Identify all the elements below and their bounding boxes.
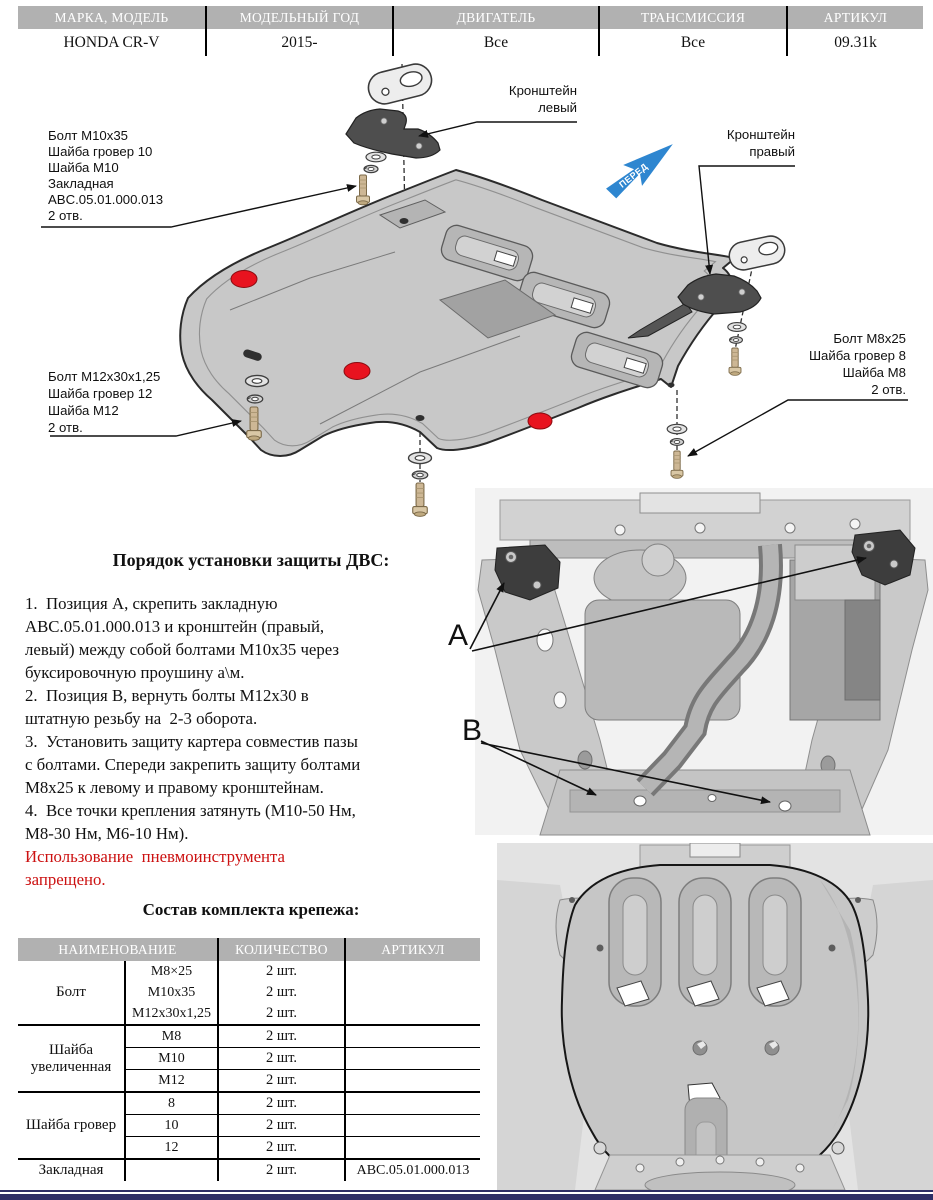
spec-table	[18, 6, 923, 56]
spec-header: МАРКА, МОДЕЛЬ	[18, 6, 205, 29]
spec-col-year	[207, 6, 394, 56]
spec-col-transmission	[600, 6, 788, 56]
callout-line: Болт М8х25	[833, 331, 906, 346]
part-size: М12	[125, 1070, 218, 1093]
direction-arrow-label: ПЕРЕД	[617, 161, 650, 190]
skid-plate-drawing	[180, 170, 735, 456]
callout-line: Шайба гровер 10	[48, 144, 153, 159]
callout-line: Болт М12х30х1,25	[48, 369, 161, 384]
part-size: М8	[125, 1025, 218, 1048]
callout-line: 2 отв.	[48, 420, 83, 435]
part-size: М10х35	[125, 982, 218, 1003]
part-group-name: Болт	[18, 961, 125, 1025]
part-article	[345, 1025, 480, 1048]
spec-col-brand	[18, 6, 207, 56]
part-size: М8×25	[125, 961, 218, 982]
footer-band	[0, 1194, 933, 1200]
spec-value: Все	[680, 33, 706, 51]
installed-bracket-left	[495, 545, 560, 600]
parts-header-qty: КОЛИЧЕСТВО	[218, 938, 345, 961]
callout-line: Шайба гровер 8	[808, 348, 906, 363]
photo-installed-guard	[497, 843, 933, 1190]
spec-col-engine	[394, 6, 600, 56]
part-group-name: Шайба увеличенная	[18, 1025, 125, 1092]
part-qty: 2 шт.	[218, 982, 345, 1003]
part-qty: 2 шт.	[218, 1137, 345, 1160]
warning-line: запрещено.	[25, 870, 106, 889]
spec-header: ДВИГАТЕЛЬ	[394, 6, 598, 29]
bracket-left-drawing	[346, 109, 440, 158]
parts-table-row	[18, 1092, 480, 1115]
part-article	[345, 961, 480, 982]
part-article	[345, 1092, 480, 1115]
part-article	[345, 1137, 480, 1160]
parts-table-row	[18, 961, 480, 982]
callout-line: Болт М10х35	[48, 128, 129, 143]
part-size	[125, 1159, 218, 1181]
photo-label-a: А	[448, 619, 469, 652]
tow-eye-plate-left	[365, 61, 435, 108]
callout-line: Кронштейн	[508, 83, 577, 98]
callout-bracket-left	[509, 83, 577, 115]
instruction-line: левый) между собой болтами М10х35 через	[25, 640, 340, 659]
warning-line: Использование пневмоинструмента	[25, 847, 285, 866]
callout-line: Закладная	[48, 176, 114, 191]
part-article	[345, 1115, 480, 1137]
spec-value: 2015-	[281, 33, 318, 51]
installation-instructions	[25, 550, 477, 920]
callout-line: Шайба гровер 12	[48, 386, 153, 401]
instruction-line: буксировочную проушину а\м.	[25, 663, 245, 682]
part-qty: 2 шт.	[218, 1048, 345, 1070]
instruction-line: ABC.05.01.000.013 и кронштейн (правый,	[25, 617, 325, 636]
plate-ribs	[609, 878, 801, 1006]
parts-table-row	[18, 1025, 480, 1048]
callout-line: правый	[749, 144, 795, 159]
parts-header-article: АРТИКУЛ	[345, 938, 480, 961]
instruction-line: М8-30 Нм, М6-10 Нм).	[25, 824, 189, 843]
spec-value: 09.31k	[834, 33, 877, 51]
spec-header: АРТИКУЛ	[788, 6, 923, 29]
callout-line: ABC.05.01.000.013	[48, 192, 164, 207]
part-qty: 2 шт.	[218, 1025, 345, 1048]
instruction-line: М8х25 к левому и правому кронштейнам.	[25, 778, 324, 797]
callout-line: Кронштейн	[726, 127, 795, 142]
callout-line: Шайба М8	[842, 365, 906, 380]
callout-line: Шайба М12	[48, 403, 119, 418]
exploded-diagram	[0, 58, 933, 536]
part-group-name: Шайба гровер	[18, 1092, 125, 1159]
spec-col-article	[788, 6, 923, 56]
photo-label-b: В	[462, 714, 483, 747]
parts-table-row	[18, 1159, 480, 1181]
part-size: 12	[125, 1137, 218, 1160]
tow-eye-plate-right	[727, 233, 788, 272]
instructions-title: Порядок установки защиты ДВС:	[112, 550, 390, 570]
part-qty: 2 шт.	[218, 961, 345, 982]
footer-rule	[0, 1190, 933, 1192]
direction-arrow	[601, 133, 681, 204]
callout-m12	[48, 369, 160, 435]
callout-m8	[809, 331, 906, 397]
photo-engine-bay	[440, 485, 933, 837]
instruction-line: 1. Позиция А, скрепить закладную	[25, 594, 278, 613]
part-qty: 2 шт.	[218, 1115, 345, 1137]
part-group-name: Закладная	[18, 1159, 125, 1181]
spec-value: Все	[483, 33, 509, 51]
part-article	[345, 1070, 480, 1093]
part-article: ABC.05.01.000.013	[345, 1159, 480, 1181]
callout-line: Шайба М10	[48, 160, 119, 175]
parts-header-name: НАИМЕНОВАНИЕ	[18, 938, 218, 961]
instruction-line: 3. Установить защиту картера совместив пазы	[25, 732, 358, 751]
instruction-line: 4. Все точки крепления затянуть (М10-50 Нм,	[25, 801, 356, 820]
part-qty: 2 шт.	[218, 1092, 345, 1115]
part-qty: 2 шт.	[218, 1159, 345, 1181]
instruction-line: штатную резьбу на 2-3 оборота.	[25, 709, 258, 728]
callout-line: левый	[538, 100, 577, 115]
part-qty: 2 шт.	[218, 1003, 345, 1025]
callout-line: 2 отв.	[871, 382, 906, 397]
spec-value: HONDA CR-V	[63, 33, 160, 51]
instruction-line: с болтами. Спереди закрепить защиту болтами	[25, 755, 361, 774]
kit-title: Состав комплекта крепежа:	[142, 900, 360, 919]
part-size: М12х30х1,25	[125, 1003, 218, 1025]
callout-m10	[48, 128, 163, 223]
part-article	[345, 1048, 480, 1070]
callout-bracket-right	[727, 127, 795, 159]
spec-header: МОДЕЛЬНЫЙ ГОД	[207, 6, 392, 29]
part-size: М10	[125, 1048, 218, 1070]
part-article	[345, 982, 480, 1003]
spec-header: ТРАНСМИССИЯ	[600, 6, 786, 29]
parts-table-wrap	[18, 938, 480, 1181]
callout-line: 2 отв.	[48, 208, 83, 223]
instruction-line: 2. Позиция В, вернуть болты М12х30 в	[25, 686, 309, 705]
parts-table	[18, 938, 480, 1181]
part-article	[345, 1003, 480, 1025]
part-size: 10	[125, 1115, 218, 1137]
part-qty: 2 шт.	[218, 1070, 345, 1093]
part-size: 8	[125, 1092, 218, 1115]
